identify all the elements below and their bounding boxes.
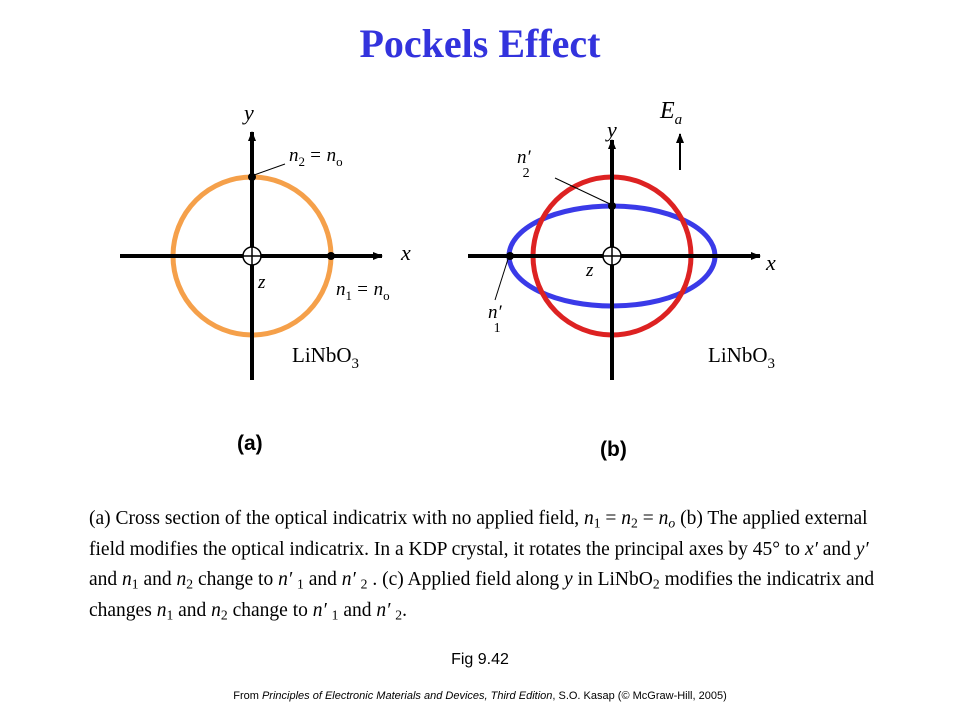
crystal-label-b: LiNbO$_3$ xyxy=(708,343,775,372)
source-credit: From Principles of Electronic Materials and Devices, Third Edition, S.O. Kasap (© McGraw-Hill, 2005) xyxy=(233,690,727,702)
n1-point-a xyxy=(327,252,335,260)
y-axis-label-a: y xyxy=(244,100,254,125)
n1prime-label-b: n′ 1 xyxy=(488,302,502,336)
z-axis-label-b: z xyxy=(586,260,594,281)
y-axis-label-b: y xyxy=(607,117,617,142)
figure-number: Fig 9.42 xyxy=(451,651,509,668)
field-label-b: $E_a$ xyxy=(660,98,683,128)
n2-leader-a xyxy=(254,164,285,175)
n2-label-a: $n_2 = n_o$ xyxy=(289,145,343,169)
n1prime-leader-b xyxy=(495,259,508,300)
crystal-label-a: LiNbO$_3$ xyxy=(292,343,359,372)
panel-a xyxy=(120,100,411,455)
n1prime-point-b xyxy=(506,252,514,260)
x-axis-label-b: x xyxy=(766,250,776,275)
panel-label-b: (b) xyxy=(600,438,627,461)
page-title: Pockels Effect xyxy=(359,21,601,66)
x-axis-label-a: x xyxy=(401,240,411,265)
figure-caption: (a) Cross section of the optical indicatrix with no applied field, $n_1 = n_2 = n_o$ (b) The applied external field modifies the optical indicatrix. In a KDP crystal, it rotates the principal axes by 45° to x′ and y′ and $n_1$ and $n_2$ change to n′ $_1$ and n′ $_2$ . (c) Applied field along y in LiNbO$_2$ modifies the indicatrix and changes $n_1$ and $n_2$ change to n′ $_1$ and n′ $_2$. xyxy=(89,508,875,622)
z-axis-label-a: z xyxy=(258,272,266,293)
panel-label-a: (a) xyxy=(237,432,263,455)
panel-b xyxy=(468,98,776,461)
n1-label-a: $n_1 = n_o$ xyxy=(336,279,390,303)
n2prime-label-b: n′ 2 xyxy=(517,147,531,181)
